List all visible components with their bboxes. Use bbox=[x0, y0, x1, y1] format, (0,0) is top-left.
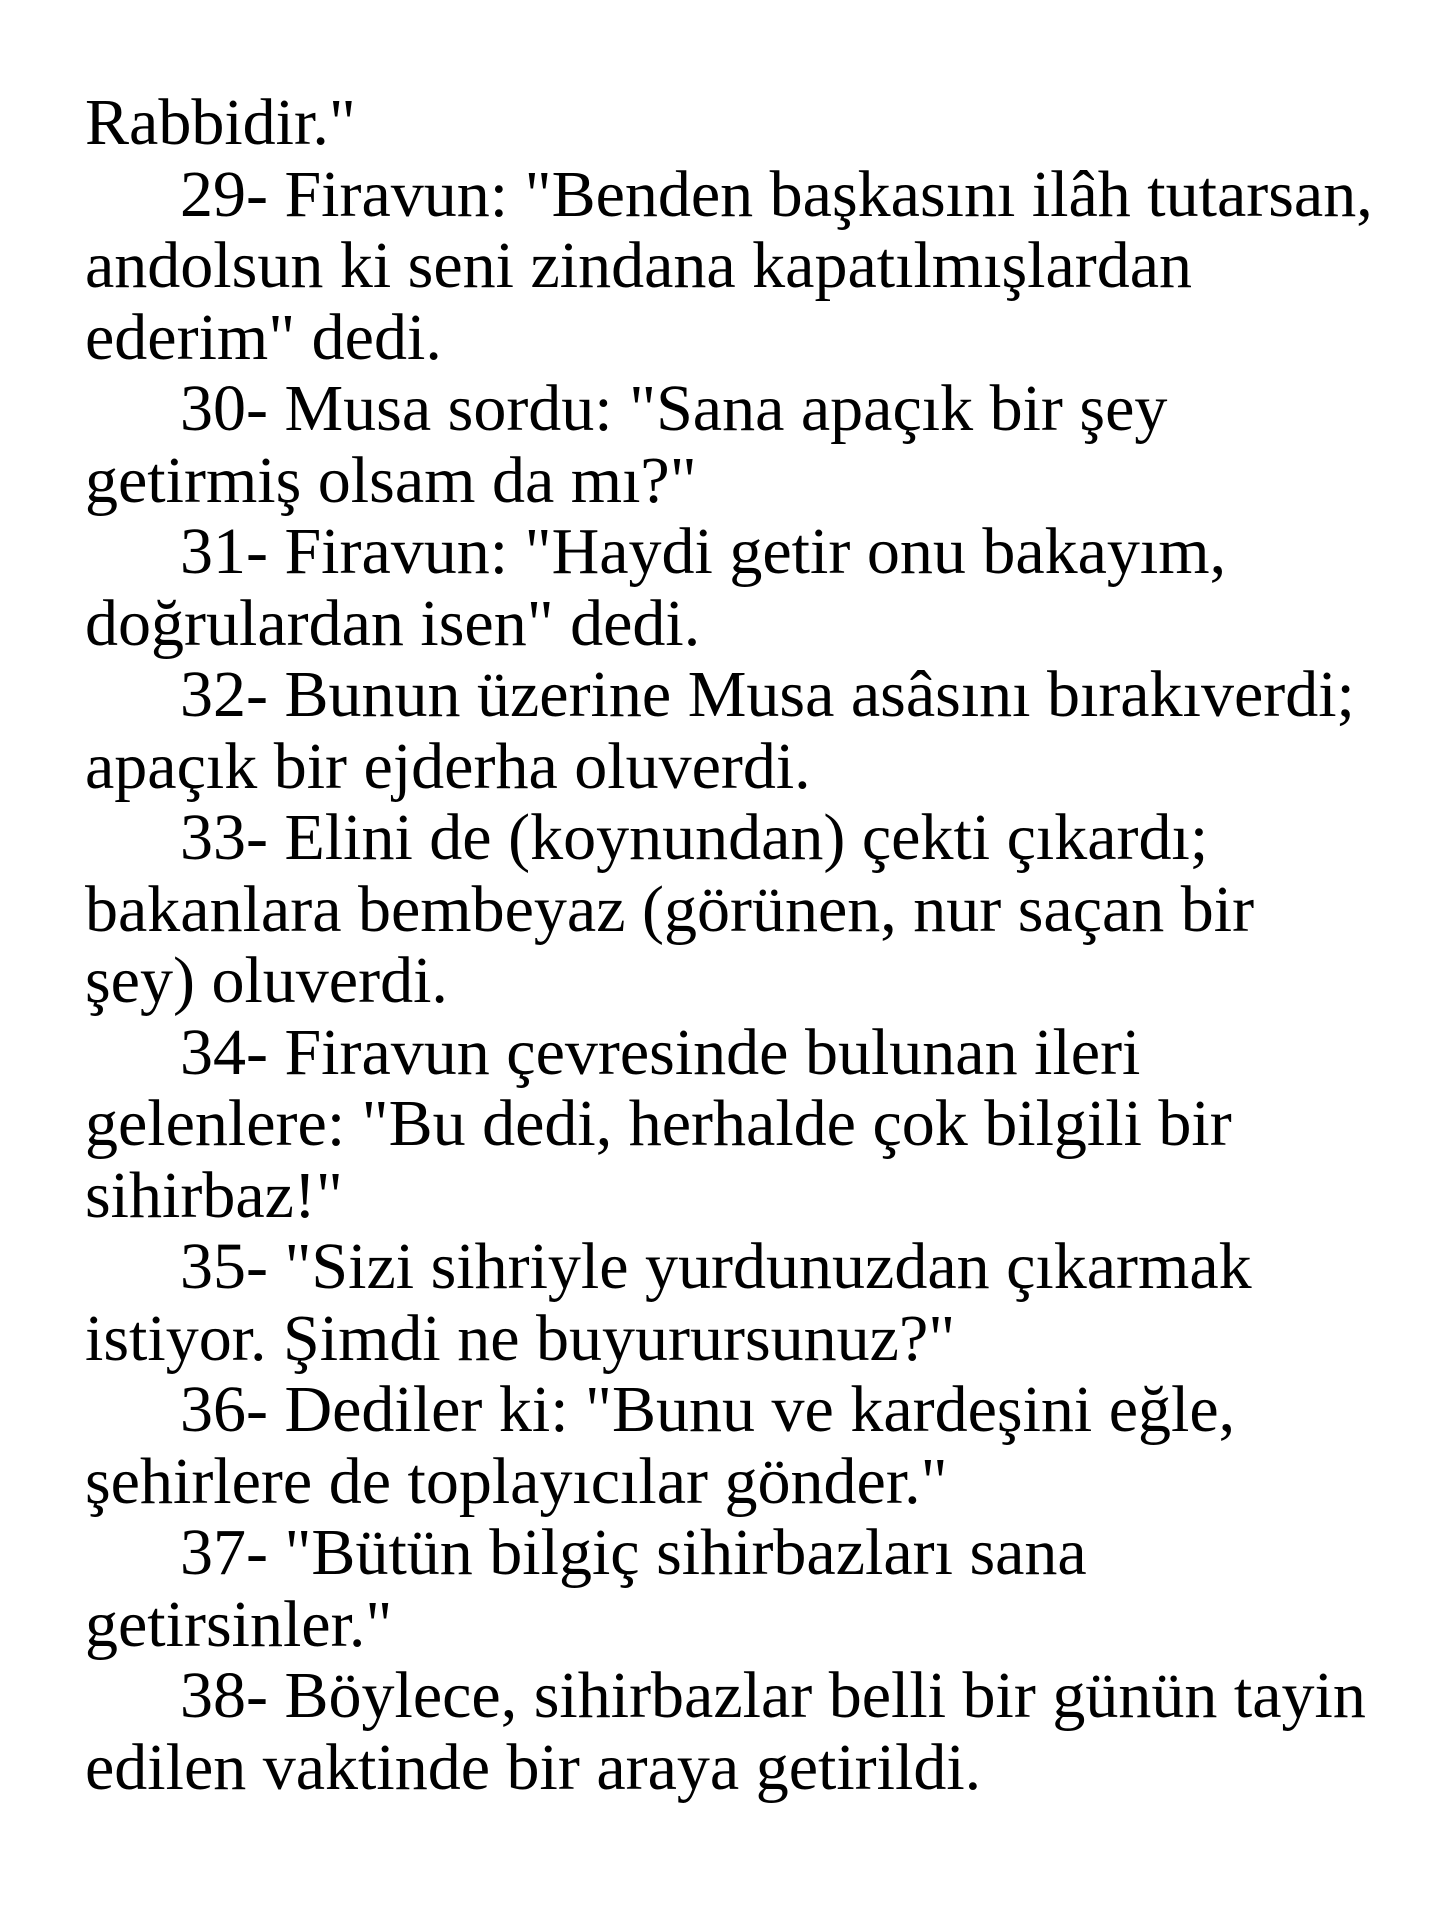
text-line: doğrulardan isen" dedi. bbox=[85, 586, 701, 660]
text-line: 34- Firavun çevresinde bulunan ileri bbox=[180, 1015, 1141, 1089]
verse-30 bbox=[85, 373, 1440, 516]
text-line: 29- Firavun: "Benden başkasını ilâh tutarsan, bbox=[180, 157, 1373, 231]
text-line: 36- Dediler ki: "Bunu ve kardeşini eğle, bbox=[180, 1373, 1236, 1446]
verse-37 bbox=[85, 1517, 1440, 1660]
text-line: şehirlere de toplayıcılar gönder." bbox=[85, 1444, 948, 1518]
text-line: 38- Böylece, sihirbazlar belli bir günün tayin bbox=[180, 1659, 1366, 1732]
text-line: 33- Elini de (koynundan) çekti çıkardı; bbox=[180, 801, 1209, 874]
text-line: 37- "Bütün bilgiç sihirbazları sana bbox=[180, 1516, 1087, 1589]
verse-36 bbox=[85, 1374, 1440, 1517]
text-line: gelenlere: "Bu dedi, herhalde çok bilgili bir bbox=[85, 1087, 1232, 1160]
verse-38 bbox=[85, 1660, 1440, 1803]
verse-35 bbox=[85, 1231, 1440, 1374]
text-line: edilen vaktinde bir araya getirildi. bbox=[85, 1730, 982, 1804]
verse-continuation bbox=[85, 87, 1440, 159]
text-line: apaçık bir ejderha oluverdi. bbox=[85, 729, 811, 803]
text-line: getirsinler." bbox=[85, 1587, 393, 1661]
verse-29 bbox=[85, 159, 1440, 374]
text-line: şey) oluverdi. bbox=[85, 944, 448, 1017]
verse-34 bbox=[85, 1017, 1440, 1232]
verse-33 bbox=[85, 802, 1440, 1017]
text-line: 32- Bunun üzerine Musa asâsını bırakıverdi; bbox=[180, 658, 1355, 731]
text-line: bakanlara bembeyaz (görünen, nur saçan bir bbox=[85, 872, 1255, 946]
text-line: andolsun ki seni zindana kapatılmışlardan bbox=[85, 229, 1193, 302]
text-line: sihirbaz!" bbox=[85, 1158, 343, 1232]
text-line: 30- Musa sordu: "Sana apaçık bir şey bbox=[180, 372, 1168, 445]
text-line: 35- "Sizi sihriyle yurdunuzdan çıkarmak bbox=[180, 1230, 1252, 1303]
verse-32 bbox=[85, 659, 1440, 802]
text-line: Rabbidir." bbox=[85, 86, 356, 159]
text-line: getirmiş olsam da mı?" bbox=[85, 443, 697, 517]
text-line: istiyor. Şimdi ne buyurursunuz?" bbox=[85, 1301, 956, 1375]
verse-31 bbox=[85, 516, 1440, 659]
text-line: 31- Firavun: "Haydi getir onu bakayım, bbox=[180, 515, 1227, 588]
text-line: ederim" dedi. bbox=[85, 300, 442, 374]
